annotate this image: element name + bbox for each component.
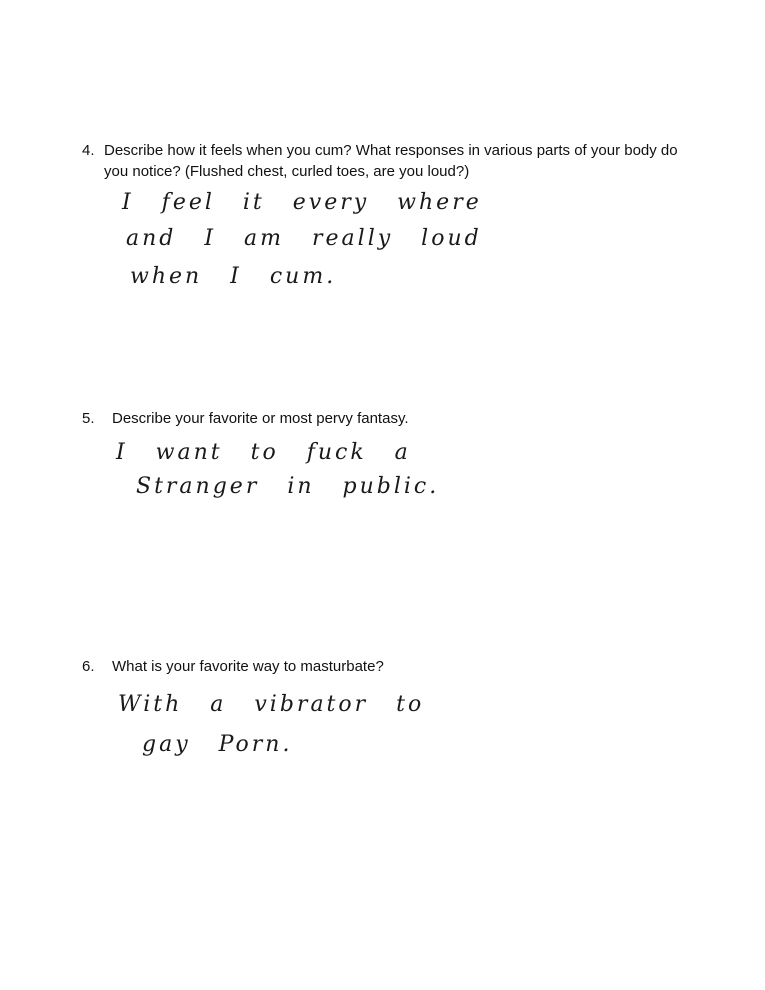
- question-4: [82, 140, 704, 182]
- question-6: [82, 656, 712, 677]
- handwritten-answer-line: Stranger in public.: [136, 474, 440, 499]
- question-text: What is your favorite way to masturbate?: [112, 658, 384, 675]
- handwritten-answer-line: I feel it every where: [122, 190, 482, 215]
- question-text: Describe how it feels when you cum? What responses in various parts of your body do you notice? (Flushed chest, curled toes, are you loud?): [104, 142, 678, 180]
- question-5: [82, 408, 712, 429]
- handwritten-answer-line: gay Porn.: [142, 732, 293, 757]
- handwritten-answer-line: and I am really loud: [126, 226, 482, 251]
- handwritten-answer-line: With a vibrator to: [118, 692, 425, 717]
- handwritten-answer-line: when I cum.: [130, 264, 337, 289]
- question-number: 5.: [82, 410, 95, 427]
- question-number: 4.: [82, 142, 95, 159]
- handwritten-answer-line: I want to fuck a: [116, 440, 411, 465]
- question-number: 6.: [82, 658, 95, 675]
- question-text: Describe your favorite or most pervy fantasy.: [112, 410, 409, 427]
